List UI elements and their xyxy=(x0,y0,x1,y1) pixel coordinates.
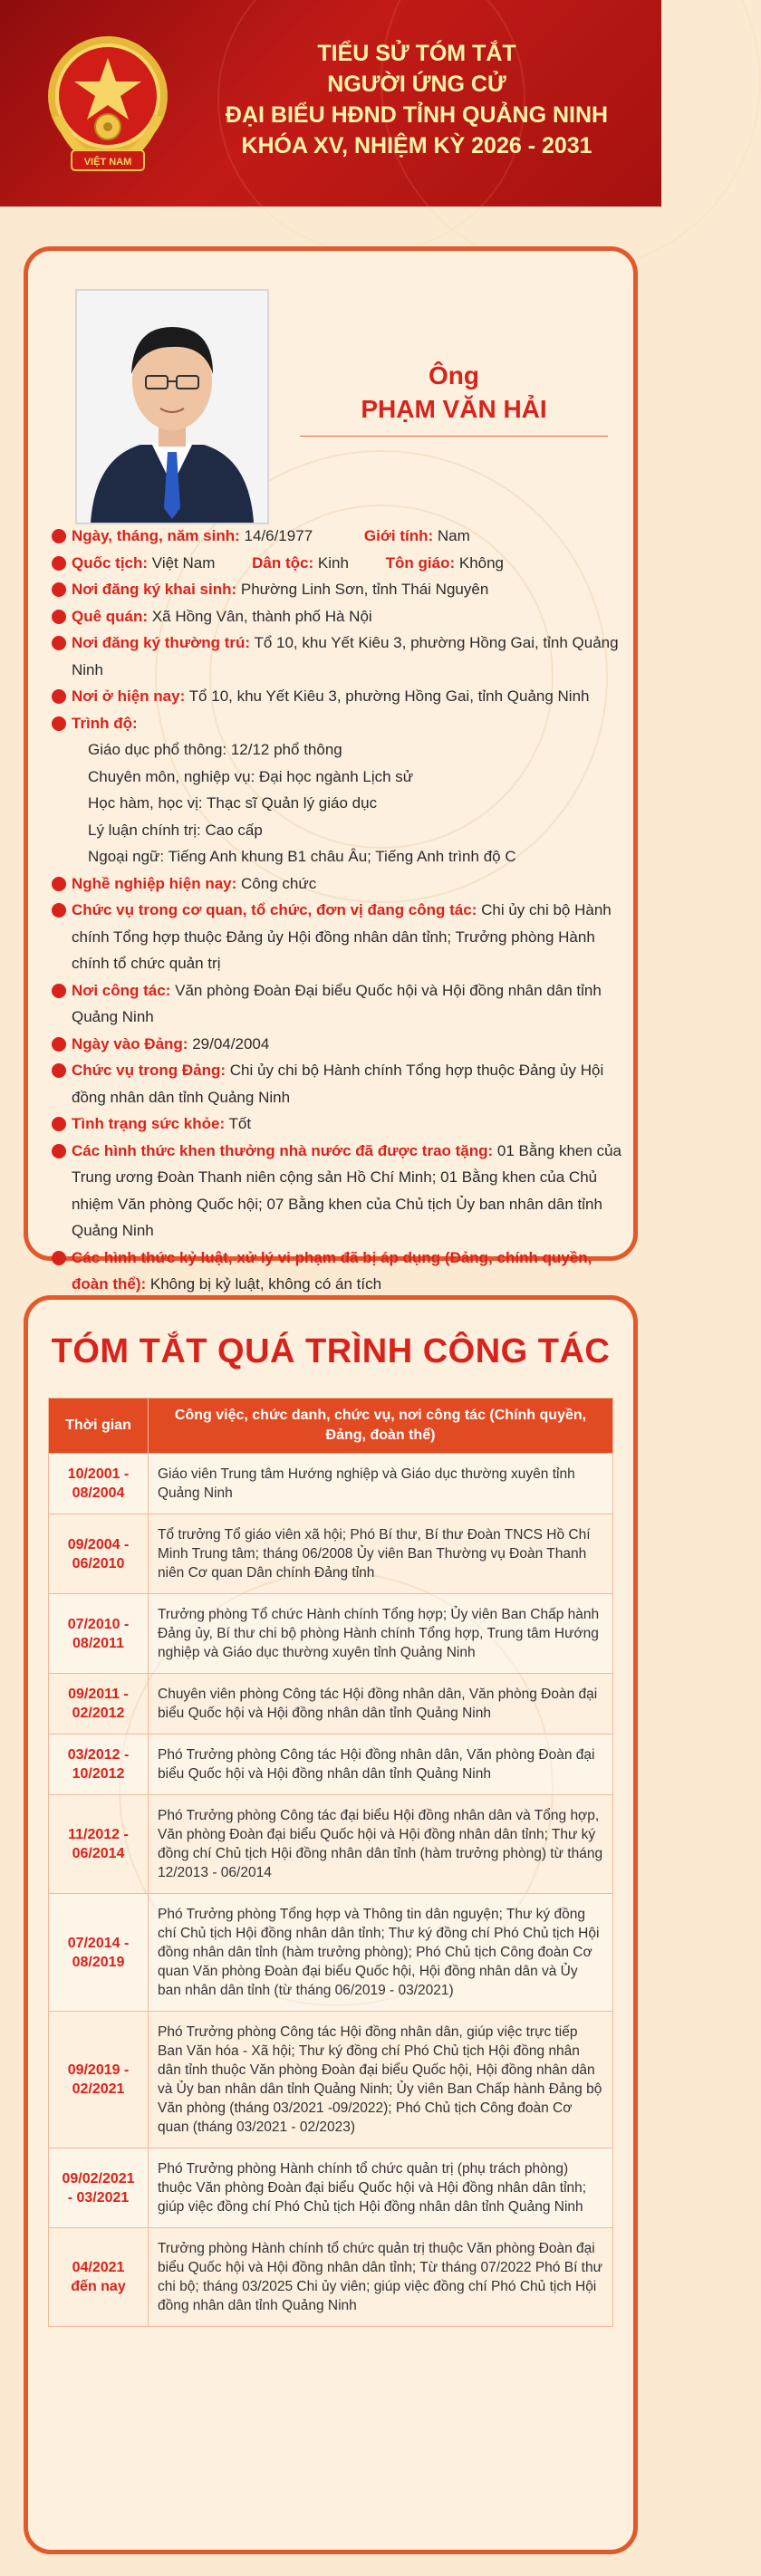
career-period: 11/2012 - 06/2014 xyxy=(49,1795,149,1894)
bio-panel xyxy=(24,246,638,1293)
column-header-time: Thời gian xyxy=(49,1399,149,1454)
career-description: Trưởng phòng Tổ chức Hành chính Tổng hợp; Ủy viên Ban Chấp hành Đảng ủy, Bí thư chi bộ phòng Hành chính Tổng hợp, Trung tâm Hướng nghiệp và Giáo dục thường xuyên tỉnh Quảng Ninh xyxy=(149,1594,613,1674)
bullet-icon xyxy=(52,1063,66,1078)
info-value: Nam xyxy=(437,527,470,544)
career-description: Phó Trưởng phòng Công tác đại biểu Hội đồng nhân dân và Tổng hợp, Văn phòng Đoàn đại biểu Quốc hội và Hội đồng nhân dân tỉnh; Thư ký đồng chí Chủ tịch Hội đồng nhân dân tỉnh (hàm trưởng phòng) từ tháng 12/2013 - 06/2014 xyxy=(149,1795,613,1894)
info-label: Chức vụ trong cơ quan, tổ chức, đơn vị đang công tác: xyxy=(72,901,477,918)
info-value: Phường Linh Sơn, tỉnh Thái Nguyên xyxy=(240,581,489,598)
career-description: Trưởng phòng Hành chính tổ chức quản trị thuộc Văn phòng Đoàn đại biểu Quốc hội và Hội đồng nhân dân tỉnh; Từ tháng 07/2022 Phó Bí thư chi bộ; tháng 03/2025 Chi ủy viên; giúp việc đồng chí Phó Chủ tịch Hội đồng nhân dân tỉnh Quảng Ninh xyxy=(149,2228,613,2327)
table-row xyxy=(49,1674,613,1735)
info-row-dob xyxy=(52,523,622,550)
info-row-current-address xyxy=(52,683,622,710)
bullet-icon xyxy=(52,529,66,543)
table-row xyxy=(49,1454,613,1514)
info-label: Các hình thức kỷ luật, xử lý vi phạm đã bị áp dụng (Đảng, chính quyền, đoàn thể): xyxy=(72,1248,592,1293)
info-label: Tôn giáo: xyxy=(385,553,456,572)
career-period: 09/02/2021 - 03/2021 xyxy=(49,2148,149,2228)
info-row-residence xyxy=(52,630,622,683)
table-row xyxy=(49,2012,613,2148)
bullet-icon xyxy=(52,984,66,998)
info-value: Tổ 10, khu Yết Kiêu 3, phường Hồng Gai, tỉnh Quảng Ninh xyxy=(188,687,590,705)
emblem-text: VIỆT NAM xyxy=(83,157,132,168)
bullet-icon xyxy=(52,877,66,891)
info-value: 01 Bằng khen của Trung ương Đoàn Thanh niên cộng sản Hồ Chí Minh; 01 Bằng khen của Chủ nhiệm Văn phòng Quốc hội; 07 Bằng khen của Chủ tịch Ủy ban nhân dân tỉnh Quảng Ninh xyxy=(72,1141,621,1239)
info-row-awards xyxy=(52,1138,622,1245)
candidate-photo xyxy=(75,289,269,524)
table-row xyxy=(49,1594,613,1674)
table-row xyxy=(49,1514,613,1594)
career-description: Phó Trưởng phòng Công tác Hội đồng nhân dân, Văn phòng Đoàn đại biểu Quốc hội và Hội đồng nhân dân tỉnh Quảng Ninh xyxy=(149,1735,613,1795)
title-line: ĐẠI BIỂU HĐND TỈNH QUẢNG NINH xyxy=(225,102,609,128)
info-value: 29/04/2004 xyxy=(192,1034,270,1053)
career-description: Chuyên viên phòng Công tác Hội đồng nhân dân, Văn phòng Đoàn đại biểu Quốc hội và Hội đồng nhân dân tỉnh Quảng Ninh xyxy=(149,1674,613,1735)
title-line: TIỂU SỬ TÓM TẮT xyxy=(317,41,516,66)
career-period: 09/2011 - 02/2012 xyxy=(49,1674,149,1735)
bullet-icon xyxy=(52,1251,66,1265)
career-period: 07/2010 - 08/2011 xyxy=(49,1594,149,1674)
career-description: Phó Trưởng phòng Hành chính tổ chức quản trị (phụ trách phòng) thuộc Văn phòng Đoàn đại biểu Quốc hội và Hội đồng nhân dân tỉnh; giúp việc đồng chí Phó Chủ tịch Hội đồng nhân dân tỉnh Quảng Ninh xyxy=(149,2148,613,2228)
candidate-honorific: Ông xyxy=(429,361,479,389)
career-description: Phó Trưởng phòng Tổng hợp và Thông tin dân nguyện; Thư ký đồng chí Chủ tịch Hội đồng nhân dân tỉnh; Thư ký đồng chí Phó Chủ tịch Hội đồng nhân dân tỉnh (hàm trưởng phòng); Phó Chủ tịch Công đoàn Cơ quan Văn phòng Đoàn đại biểu Quốc hội, Hội đồng nhân dân và Ủy ban nhân dân tỉnh (từ tháng 06/2019 - 03/2021) xyxy=(149,1894,613,2012)
info-row-party-position xyxy=(52,1057,622,1110)
bullet-icon xyxy=(52,556,66,571)
info-label: Ngày, tháng, năm sinh: xyxy=(72,527,240,544)
education-item: Ngoại ngữ: Tiếng Anh khung B1 châu Âu; Tiếng Anh trình độ C xyxy=(88,848,516,865)
career-period: 07/2014 - 08/2019 xyxy=(49,1894,149,2012)
career-section-title: TÓM TẮT QUÁ TRÌNH CÔNG TÁC xyxy=(51,1332,611,1370)
page-title xyxy=(199,38,634,161)
info-row-education xyxy=(52,710,622,737)
career-description: Tổ trưởng Tổ giáo viên xã hội; Phó Bí thư, Bí thư Đoàn TNCS Hồ Chí Minh Trung tâm; tháng 06/2008 Ủy viên Ban Thường vụ Đoàn Thanh niên Cơ quan Dân chính Đảng tỉnh xyxy=(149,1514,613,1594)
info-value: Chi ủy chi bộ Hành chính Tổng hợp thuộc Đảng ủy Hội đồng nhân dân tỉnh; Trưởng phòng Hành chính tổ chức quản trị xyxy=(72,901,612,972)
info-value: Tốt xyxy=(228,1115,252,1132)
candidate-name-block xyxy=(291,360,617,437)
bullet-icon xyxy=(52,1037,66,1052)
info-label: Quốc tịch: xyxy=(72,553,149,572)
info-value: 14/6/1977 xyxy=(244,527,313,544)
bullet-icon xyxy=(52,1144,66,1158)
education-item: Giáo dục phổ thông: 12/12 phổ thông xyxy=(88,741,342,758)
title-line: KHÓA XV, NHIỆM KỲ 2026 - 2031 xyxy=(241,133,592,159)
bullet-icon xyxy=(52,689,66,704)
career-period: 10/2001 - 08/2004 xyxy=(49,1454,149,1514)
career-description: Phó Trưởng phòng Công tác Hội đồng nhân dân, giúp việc trực tiếp Ban Văn hóa - Xã hội; Thư ký đồng chí Phó Chủ tịch Hội đồng nhân dân tỉnh thuộc Văn phòng Đoàn đại biểu Quốc hội, Hội đồng nhân dân và Ủy ban nhân dân tỉnh Quảng Ninh; Ủy viên Ban Chấp hành Đảng bộ Văn phòng (tháng 03/2021 -09/2022); Phó Chủ tịch Công đoàn Cơ quan (tháng 03/2021 - 02/2023) xyxy=(149,2012,613,2148)
info-value: Công chức xyxy=(241,874,317,892)
candidate-name: PHẠM VĂN HẢI xyxy=(361,395,547,423)
info-label: Nơi công tác: xyxy=(72,981,171,999)
career-period: 09/2019 - 02/2021 xyxy=(49,2012,149,2148)
info-row-health xyxy=(52,1110,622,1138)
info-row-nationality xyxy=(52,550,622,577)
education-item: Lý luận chính trị: Cao cấp xyxy=(88,821,263,839)
info-label: Các hình thức khen thưởng nhà nước đã được trao tặng: xyxy=(72,1141,494,1159)
bullet-icon xyxy=(52,1117,66,1131)
info-row-workplace xyxy=(52,977,622,1031)
column-header-description: Công việc, chức danh, chức vụ, nơi công tác (Chính quyền, Đảng, đoàn thể) xyxy=(149,1399,613,1454)
info-row-discipline xyxy=(52,1245,622,1298)
career-period: 03/2012 - 10/2012 xyxy=(49,1735,149,1795)
info-value: Không xyxy=(458,553,505,572)
info-value: Văn phòng Đoàn Đại biểu Quốc hội và Hội đồng nhân dân tỉnh Quảng Ninh xyxy=(72,981,602,1025)
info-label: Giới tính: xyxy=(363,527,434,544)
info-row-party-date xyxy=(52,1031,622,1058)
bullet-icon xyxy=(52,903,66,918)
career-period: 04/2021 đến nay xyxy=(49,2228,149,2327)
bullet-icon xyxy=(52,610,66,624)
info-label: Chức vụ trong Đảng: xyxy=(72,1062,226,1079)
bullet-icon xyxy=(52,582,66,597)
career-panel xyxy=(24,1295,638,2554)
name-divider xyxy=(300,436,608,437)
table-row xyxy=(49,1735,613,1795)
info-label: Nơi đăng ký khai sinh: xyxy=(72,581,237,598)
table-row xyxy=(49,2228,613,2327)
career-description: Giáo viên Trung tâm Hướng nghiệp và Giáo dục thường xuyên tỉnh Quảng Ninh xyxy=(149,1454,613,1514)
info-value: Kinh xyxy=(317,553,349,572)
career-table-header-row xyxy=(49,1399,613,1454)
info-row-hometown xyxy=(52,603,622,630)
bullet-icon xyxy=(52,716,66,731)
info-row-job xyxy=(52,870,622,898)
info-label: Nghề nghiệp hiện nay: xyxy=(72,874,237,892)
info-label: Tình trạng sức khỏe: xyxy=(72,1115,226,1132)
bio-info-list xyxy=(52,523,622,1298)
info-label: Quê quán: xyxy=(72,607,149,625)
portrait-icon xyxy=(77,291,267,523)
info-label: Nơi đăng ký thường trú: xyxy=(72,634,251,651)
bullet-icon xyxy=(52,636,66,650)
table-row xyxy=(49,2148,613,2228)
info-label: Dân tộc: xyxy=(252,553,314,572)
info-label: Nơi ở hiện nay: xyxy=(72,687,186,705)
header-banner xyxy=(0,0,661,207)
national-emblem-icon xyxy=(40,25,176,185)
table-row xyxy=(49,1795,613,1894)
title-line: NGƯỜI ỨNG CỬ xyxy=(327,72,506,97)
info-label: Trình độ: xyxy=(72,714,138,732)
info-value: Không bị kỷ luật, không có án tích xyxy=(149,1275,382,1293)
info-value: Xã Hồng Vân, thành phố Hà Nội xyxy=(151,607,372,625)
info-value: Chi ủy chi bộ Hành chính Tổng hợp thuộc Đảng ủy Hội đồng nhân dân tỉnh Quảng Ninh xyxy=(72,1062,604,1106)
education-item: Học hàm, học vị: Thạc sĩ Quản lý giáo dục xyxy=(88,794,378,812)
info-value: Tổ 10, khu Yết Kiêu 3, phường Hồng Gai, tỉnh Quảng Ninh xyxy=(72,634,619,678)
info-value: Việt Nam xyxy=(151,553,216,572)
info-label: Ngày vào Đảng: xyxy=(72,1034,188,1053)
table-row xyxy=(49,1894,613,2012)
career-period: 09/2004 - 06/2010 xyxy=(49,1514,149,1594)
info-row-birth-registration xyxy=(52,576,622,603)
info-row-position xyxy=(52,897,622,977)
career-table xyxy=(48,1398,613,2327)
education-item: Chuyên môn, nghiệp vụ: Đại học ngành Lịch sử xyxy=(88,767,414,785)
